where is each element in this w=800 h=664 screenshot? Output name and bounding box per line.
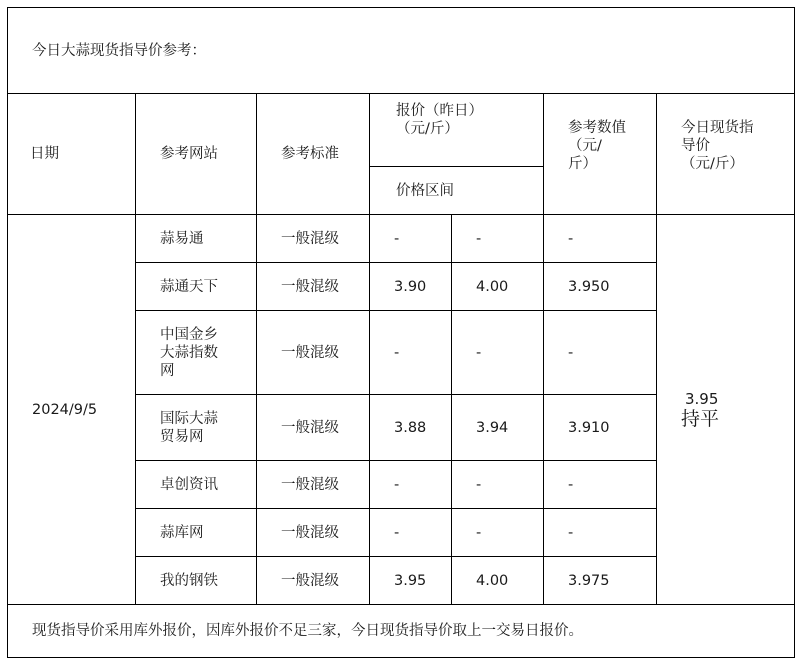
standard-cell: 一般混级 (257, 461, 370, 509)
price-low-cell: - (370, 461, 452, 509)
note-text: 现货指导价采用库外报价，因库外报价不足三家，今日现货指导价取上一交易日报价。 (8, 605, 795, 658)
site-name-line: 中国金乡 (160, 326, 218, 343)
header-quote-line1: 报价（昨日） (396, 103, 483, 119)
site-name-line: 网 (160, 362, 175, 379)
standard-cell: 一般混级 (257, 557, 370, 605)
site-name-line: 卓创资讯 (160, 476, 218, 493)
header-date: 日期 (8, 94, 136, 215)
site-cell (136, 311, 257, 395)
price-low-cell: - (370, 509, 452, 557)
note-row (8, 605, 795, 658)
price-low-cell: - (370, 311, 452, 395)
price-high-cell: - (452, 461, 544, 509)
header-site: 参考网站 (136, 94, 257, 215)
price-high-cell: - (452, 311, 544, 395)
standard-cell: 一般混级 (257, 311, 370, 395)
reference-value-cell: 3.975 (544, 557, 657, 605)
date-cell: 2024/9/5 (8, 215, 136, 605)
site-cell (136, 509, 257, 557)
guide-trend-label: 持平 (681, 407, 720, 430)
site-name-line: 蒜通天下 (160, 278, 218, 295)
guide-price-cell (657, 215, 795, 605)
header-reference (544, 94, 657, 215)
standard-cell: 一般混级 (257, 395, 370, 461)
header-quote (370, 94, 544, 167)
site-cell (136, 461, 257, 509)
price-high-cell: - (452, 509, 544, 557)
guide-price-value: 3.95 (685, 389, 719, 408)
header-ref-line2: （元/ (568, 138, 602, 154)
site-name-line: 蒜易通 (160, 230, 204, 247)
price-low-cell: - (370, 215, 452, 263)
reference-value-cell: 3.910 (544, 395, 657, 461)
site-cell (136, 215, 257, 263)
reference-value-cell: - (544, 311, 657, 395)
site-name-line: 国际大蒜 (160, 410, 218, 427)
header-guide-line1: 今日现货指 (681, 120, 754, 136)
header-row (8, 94, 795, 167)
site-name-line: 大蒜指数 (160, 344, 218, 361)
price-table (7, 7, 795, 658)
header-guide-line2: 导价 (681, 138, 710, 154)
reference-value-cell: 3.950 (544, 263, 657, 311)
price-high-cell: 3.94 (452, 395, 544, 461)
reference-value-cell: - (544, 215, 657, 263)
header-range: 价格区间 (370, 167, 544, 215)
header-guide (657, 94, 795, 215)
header-quote-line2: （元/斤） (396, 121, 459, 137)
header-ref-line1: 参考数值 (568, 120, 626, 136)
site-name-line: 贸易网 (160, 428, 204, 445)
header-guide-line3: （元/斤） (681, 156, 744, 172)
price-low-cell: 3.88 (370, 395, 452, 461)
standard-cell: 一般混级 (257, 263, 370, 311)
price-high-cell: - (452, 215, 544, 263)
standard-cell: 一般混级 (257, 509, 370, 557)
site-cell (136, 263, 257, 311)
header-standard: 参考标准 (257, 94, 370, 215)
header-ref-line3: 斤） (568, 156, 597, 172)
site-cell (136, 557, 257, 605)
reference-value-cell: - (544, 509, 657, 557)
price-high-cell: 4.00 (452, 557, 544, 605)
intro-text: 今日大蒜现货指导价参考： (8, 8, 795, 94)
price-low-cell: 3.90 (370, 263, 452, 311)
site-name-line: 我的钢铁 (160, 572, 218, 589)
standard-cell: 一般混级 (257, 215, 370, 263)
site-cell (136, 395, 257, 461)
table-row (8, 215, 795, 263)
site-name-line: 蒜库网 (160, 524, 204, 541)
price-low-cell: 3.95 (370, 557, 452, 605)
reference-value-cell: - (544, 461, 657, 509)
price-high-cell: 4.00 (452, 263, 544, 311)
intro-row (8, 8, 795, 94)
